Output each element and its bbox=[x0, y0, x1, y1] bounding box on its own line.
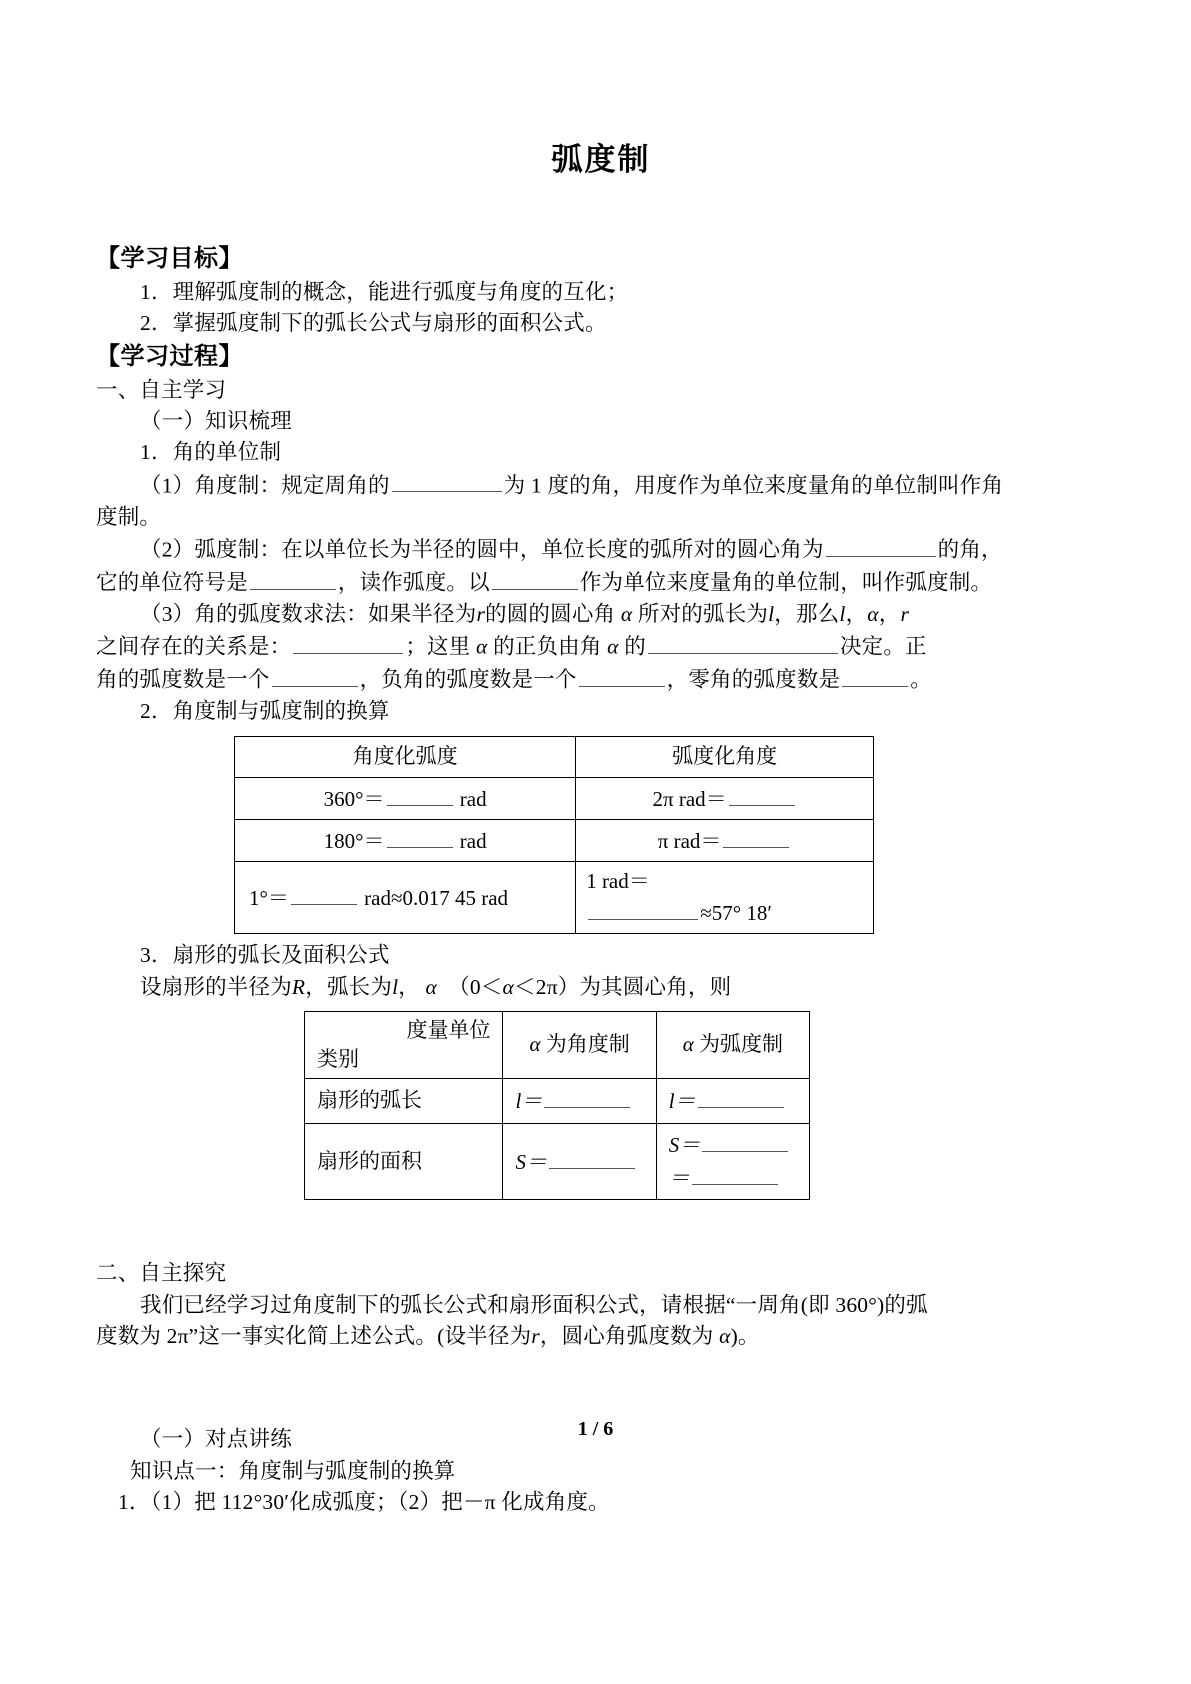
row2-col3-formula-2: ＝ bbox=[668, 1165, 690, 1190]
item2-text-c: 它的单位符号是 bbox=[96, 570, 248, 595]
explore-text-c: ，圆心角弧度数为 bbox=[539, 1323, 714, 1348]
topic1-item1 bbox=[96, 469, 1106, 502]
topic1-item2 bbox=[96, 533, 1106, 566]
row1-left-post: rad bbox=[459, 786, 487, 811]
setup-text-e: ＜2π）为其圆心角，则 bbox=[514, 974, 732, 999]
var-l: l bbox=[392, 974, 399, 999]
subsection-one-heading: （一）知识梳理 bbox=[140, 409, 292, 434]
row2-right-cell bbox=[576, 820, 874, 862]
var-alpha: α bbox=[502, 974, 515, 999]
table-row bbox=[235, 820, 874, 862]
page-content bbox=[96, 0, 1106, 1518]
var-l: l bbox=[768, 601, 775, 626]
blank-field[interactable] bbox=[723, 825, 789, 848]
item3-text-a: （3）角的弧度数求法：如果半径为 bbox=[140, 601, 477, 626]
item2-text-a: （2）弧度制：在以单位长为半径的圆中，单位长度的弧所对的圆心角为 bbox=[140, 537, 824, 562]
objectives-heading: 【学习目标】 bbox=[96, 246, 243, 273]
row1-right-cell bbox=[576, 777, 874, 819]
table-row bbox=[235, 862, 874, 934]
item3-text-o: 。 bbox=[910, 667, 932, 692]
row3-left-cell bbox=[235, 862, 576, 934]
blank-field[interactable] bbox=[492, 566, 578, 590]
blank-field[interactable] bbox=[250, 566, 336, 590]
explore-text-b: 度数为 2π”这一事实化简上述公式。(设半径为 bbox=[96, 1323, 532, 1348]
blank-field[interactable] bbox=[588, 897, 698, 920]
topic1-heading: 1．角的单位制 bbox=[140, 440, 282, 465]
item1-text-b: 为 1 度的角，用度作为单位来度量角的单位制叫作角 bbox=[503, 473, 1004, 498]
table-row bbox=[235, 777, 874, 819]
item3-text-n: ，零角的弧度数是 bbox=[666, 667, 841, 692]
col3-header-text: 为弧度制 bbox=[699, 1032, 783, 1057]
row2-left-cell bbox=[235, 820, 576, 862]
row3-left-post: rad≈0.017 45 rad bbox=[364, 886, 509, 911]
knowledge-point-heading: 知识点一：角度制与弧度制的换算 bbox=[130, 1458, 456, 1483]
setup-text-c: ， bbox=[398, 974, 420, 999]
header-measure-unit: 度量单位 bbox=[406, 1017, 491, 1042]
explore-paragraph-line1: 我们已经学习过角度制下的弧长公式和扇形面积公式，请根据“一周角(即 360°)的弧 bbox=[140, 1292, 928, 1317]
col2-header bbox=[503, 1012, 656, 1079]
row2-col3-line1 bbox=[669, 1129, 799, 1162]
row3-right-cell bbox=[576, 862, 874, 934]
blank-field[interactable] bbox=[544, 1085, 630, 1108]
row2-col3-line2 bbox=[669, 1162, 799, 1195]
row2-label: 扇形的面积 bbox=[305, 1124, 503, 1200]
row3-right-line1: 1 rad＝ bbox=[586, 869, 650, 894]
blank-field[interactable] bbox=[579, 663, 665, 687]
item3-text-k: 决定。正 bbox=[839, 634, 927, 659]
row2-left-post: rad bbox=[459, 829, 487, 854]
item3-text-j: 的 bbox=[624, 634, 646, 659]
item2-text-b: 的角， bbox=[937, 537, 1003, 562]
topic3-heading: 3．扇形的弧长及面积公式 bbox=[140, 943, 390, 968]
col1-header: 角度化弧度 bbox=[235, 736, 576, 777]
blank-field[interactable] bbox=[293, 630, 403, 654]
row3-right-approx: ≈57° 18′ bbox=[700, 900, 772, 925]
blank-field[interactable] bbox=[392, 469, 502, 493]
row1-label: 扇形的弧长 bbox=[305, 1079, 503, 1124]
topic1-item2-cont bbox=[96, 566, 1106, 599]
var-alpha: α bbox=[529, 1032, 541, 1057]
var-alpha: α bbox=[867, 601, 879, 626]
item3-text-g: 之间存在的关系是： bbox=[96, 634, 292, 659]
row3-right-line2 bbox=[586, 897, 863, 928]
table-row bbox=[235, 736, 874, 777]
sector-formula-table bbox=[304, 1011, 810, 1200]
topic3-setup bbox=[96, 972, 1106, 1003]
row2-col3-cell bbox=[656, 1124, 809, 1200]
conversion-table-wrapper bbox=[96, 736, 1106, 935]
header-category: 类别 bbox=[317, 1047, 359, 1072]
row2-col2-cell bbox=[503, 1124, 656, 1200]
item3-text-i: 的正负由角 bbox=[493, 634, 602, 659]
item2-text-d: ，读作弧度。以 bbox=[337, 570, 490, 595]
item3-text-d: ，那么 bbox=[774, 601, 840, 626]
row1-left-cell bbox=[235, 777, 576, 819]
table-row bbox=[305, 1079, 810, 1124]
row1-col3-cell bbox=[656, 1079, 809, 1124]
var-alpha: α bbox=[476, 634, 488, 659]
row3-left-pre: 1°＝ bbox=[249, 886, 289, 911]
topic1-item3-cont1 bbox=[96, 630, 1106, 663]
table-row bbox=[305, 1012, 810, 1079]
row1-col2-cell bbox=[503, 1079, 656, 1124]
var-l: l bbox=[839, 601, 846, 626]
explore-paragraph-line2 bbox=[96, 1321, 1106, 1352]
setup-text-b: ，弧长为 bbox=[305, 974, 393, 999]
item3-text-h: ；这里 bbox=[405, 634, 471, 659]
var-alpha: α bbox=[719, 1323, 731, 1348]
blank-field[interactable] bbox=[549, 1146, 635, 1169]
row1-col3-formula: l＝ bbox=[668, 1089, 696, 1114]
row2-left-pre: 180°＝ bbox=[323, 829, 385, 854]
topic1-item1-cont: 度制。 bbox=[96, 504, 162, 529]
var-alpha: α bbox=[620, 601, 633, 626]
item3-text-b: 的圆的圆心角 bbox=[485, 601, 616, 626]
row1-right-pre: 2π rad＝ bbox=[652, 786, 727, 811]
exercise-1: 1．（1）把 112°30′化成弧度；（2）把－π 化成角度。 bbox=[118, 1490, 610, 1515]
topic1-item3 bbox=[96, 599, 1106, 630]
row1-left-pre: 360°＝ bbox=[323, 786, 385, 811]
table-row bbox=[305, 1124, 810, 1200]
blank-field[interactable] bbox=[387, 783, 453, 806]
blank-field[interactable] bbox=[702, 1129, 788, 1152]
blank-field[interactable] bbox=[272, 663, 358, 687]
item3-text-l: 角的弧度数是一个 bbox=[96, 667, 270, 692]
var-r: r bbox=[900, 601, 910, 626]
page-number: 1 / 6 bbox=[577, 1418, 614, 1440]
var-alpha: α bbox=[682, 1032, 694, 1057]
item2-text-e: 作为单位来度量角的单位制，叫作弧度制。 bbox=[579, 570, 993, 595]
section-one-heading: 一、自主学习 bbox=[96, 377, 227, 402]
setup-text-d: （0＜ bbox=[448, 974, 503, 999]
var-alpha: α bbox=[607, 634, 619, 659]
item3-text-f: ， bbox=[878, 601, 901, 626]
topic2-heading: 2．角度制与弧度制的换算 bbox=[140, 699, 390, 724]
col3-header bbox=[656, 1012, 809, 1079]
var-alpha: α bbox=[425, 974, 438, 999]
row2-col3-formula-1: S＝ bbox=[668, 1133, 701, 1158]
item3-text-c: 所对的弧长为 bbox=[637, 601, 769, 626]
row2-col2-formula: S＝ bbox=[515, 1149, 547, 1174]
section-two-heading: 二、自主探究 bbox=[96, 1261, 227, 1286]
topic1-item3-cont2 bbox=[96, 663, 1106, 696]
col2-header-text: 为角度制 bbox=[545, 1032, 630, 1057]
blank-field[interactable] bbox=[692, 1162, 778, 1185]
col2-header: 弧度化角度 bbox=[576, 736, 874, 777]
var-r: r bbox=[476, 601, 486, 626]
conversion-table bbox=[234, 736, 874, 935]
item3-text-m: ，负角的弧度数是一个 bbox=[359, 667, 577, 692]
corner-header-cell bbox=[305, 1012, 503, 1079]
blank-field[interactable] bbox=[729, 783, 795, 806]
row2-right-pre: π rad＝ bbox=[657, 829, 722, 854]
blank-field[interactable] bbox=[698, 1085, 784, 1108]
setup-text-a: 设扇形的半径为 bbox=[140, 974, 292, 999]
objective-item-1: 1．理解弧度制的概念，能进行弧度与角度的互化； bbox=[140, 280, 629, 305]
sector-table-wrapper bbox=[96, 1011, 1106, 1200]
process-heading: 【学习过程】 bbox=[96, 343, 243, 370]
blank-field[interactable] bbox=[842, 663, 908, 687]
page-title: 弧度制 bbox=[551, 142, 651, 177]
item3-text-e: ， bbox=[845, 601, 868, 626]
item1-text-a: （1）角度制：规定周角的 bbox=[140, 473, 390, 498]
subsection-two-heading: （一）对点讲练 bbox=[140, 1427, 292, 1452]
blank-field[interactable] bbox=[648, 630, 838, 654]
explore-text-d: )。 bbox=[730, 1323, 760, 1348]
row1-col2-formula: l＝ bbox=[515, 1089, 543, 1114]
var-r: r bbox=[531, 1323, 540, 1348]
var-R: R bbox=[291, 974, 306, 999]
objective-item-2: 2．掌握弧度制下的弧长公式与扇形的面积公式。 bbox=[140, 311, 607, 336]
blank-field[interactable] bbox=[826, 533, 936, 557]
blank-field[interactable] bbox=[387, 825, 453, 848]
blank-field[interactable] bbox=[291, 882, 357, 905]
